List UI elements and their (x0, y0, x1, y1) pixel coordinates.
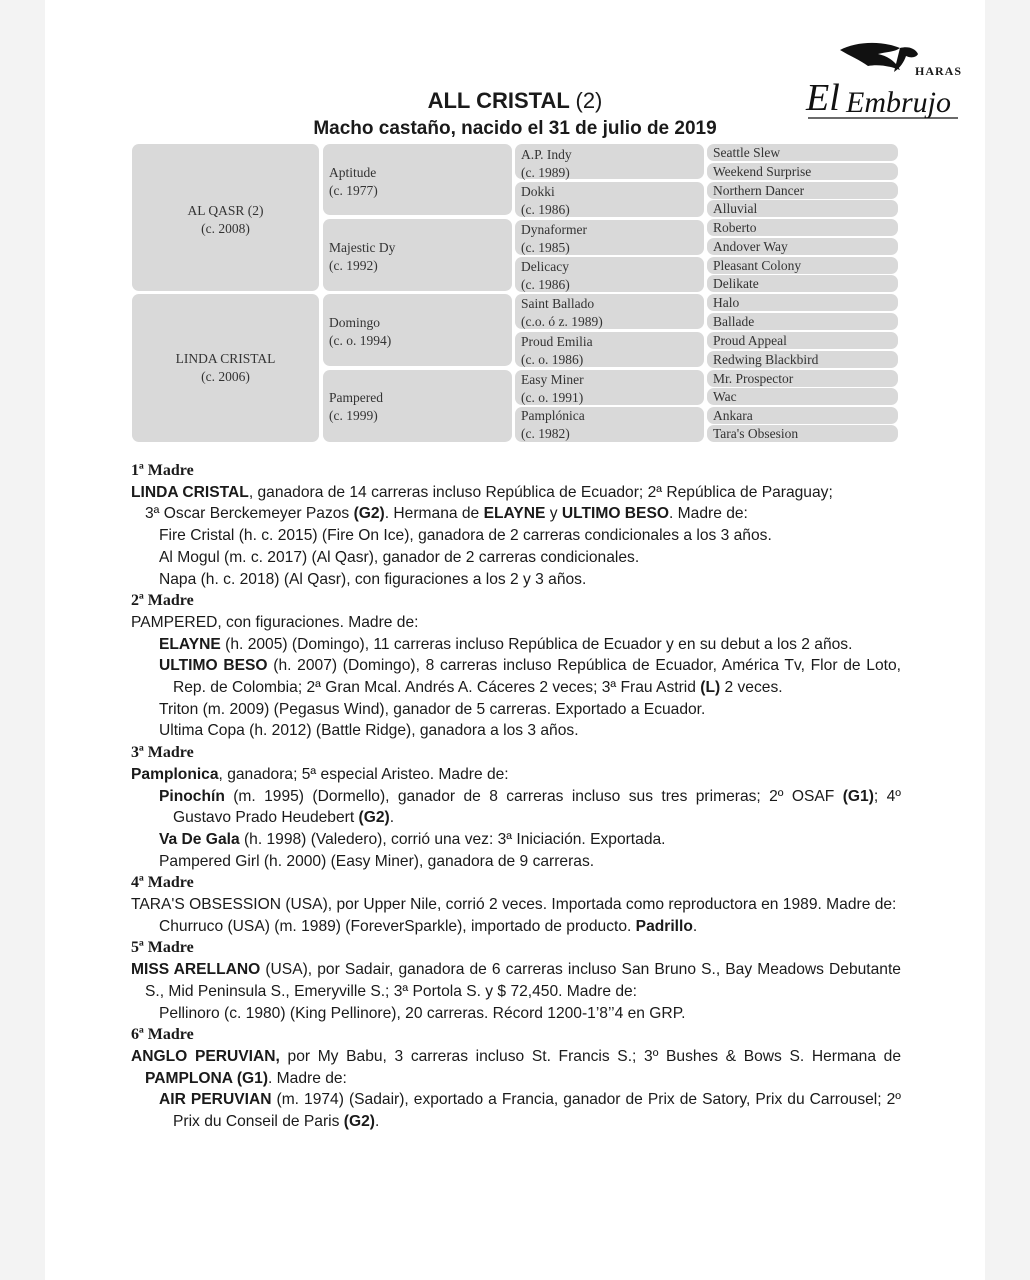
horse-subtitle: Macho castaño, nacido el 31 de julio de 2019 (313, 118, 717, 139)
pedigree-gen3-1: A.P. Indy (c. 1989) (515, 144, 704, 179)
pedigree-gen3-5: Saint Ballado (c.o. ó z. 1989) (515, 294, 704, 329)
second-dam-intro: PAMPERED, con figuraciones. Madre de: (131, 613, 419, 631)
heading-third-dam: 3ª Madre (131, 744, 194, 762)
pedigree-gen4-10: Ballade (707, 313, 898, 330)
svg-text:Embrujo: Embrujo (846, 86, 951, 119)
pedigree-gen2-3: Domingo (c. o. 1994) (323, 294, 512, 366)
logo-haras-label: HARAS (915, 64, 963, 78)
first-dam-offspring-1: Fire Cristal (h. c. 2015) (Fire On Ice), ganadora de 2 carreras condicionales a los 3 años. (159, 527, 772, 545)
third-dam-offspring-3: Pampered Girl (h. 2000) (Easy Miner), ganadora de 9 carreras. (159, 852, 595, 870)
dam-lineage-text (131, 460, 901, 1133)
pedigree-gen2-4: Pampered (c. 1999) (323, 370, 512, 442)
second-dam-offspring-1: ELAYNE (h. 2005) (Domingo), 11 carreras incluso República de Ecuador y en su debut a los 2 años. (159, 635, 853, 653)
first-dam-paragraph-cont: 3ª Oscar Berckemeyer Pazos (G2). Hermana de ELAYNE y ULTIMO BESO. Madre de: (145, 505, 748, 523)
pedigree-gen4-5: Roberto (707, 219, 898, 236)
pedigree-gen3-8: Pamplónica (c. 1982) (515, 407, 704, 442)
horse-title (0, 88, 1030, 114)
pedigree-gen4-14: Wac (707, 388, 898, 405)
horse-name: ALL CRISTAL (427, 88, 570, 113)
pedigree-gen4-9: Halo (707, 294, 898, 311)
pedigree-gen4-2: Weekend Surprise (707, 163, 898, 180)
horse-generation: (2) (575, 88, 603, 113)
pedigree-gen4-6: Andover Way (707, 238, 898, 255)
pedigree-gen3-3: Dynaformer (c. 1985) (515, 220, 704, 255)
pedigree-gen4-11: Proud Appeal (707, 332, 898, 349)
pedigree-gen3-4: Delicacy (c. 1986) (515, 257, 704, 292)
second-dam-offspring-4: Ultima Copa (h. 2012) (Battle Ridge), ganadora a los 3 años. (159, 722, 579, 740)
second-dam-offspring-3: Triton (m. 2009) (Pegasus Wind), ganador de 5 carreras. Exportado a Ecuador. (159, 700, 706, 718)
pedigree-gen4-15: Ankara (707, 407, 898, 424)
sixth-dam-offspring-1: AIR PERUVIAN (m. 1974) (Sadair), exportado a Francia, ganador de Prix de Satory, Prix du Carrousel; 2º Prix du Conseil de Paris (G2). (159, 1091, 901, 1131)
fourth-dam-intro: TARA'S OBSESSION (USA), por Upper Nile, corrió 2 veces. Importada como reproductora en 1989. Madre de: (131, 896, 897, 914)
pedigree-gen4-4: Alluvial (707, 200, 898, 217)
pedigree-gen4-13: Mr. Prospector (707, 370, 898, 387)
third-dam-offspring-1: Pinochín (m. 1995) (Dormello), ganador de 8 carreras incluso sus tres primeras; 2º OSAF (G1); 4º Gustavo Prado Heudebert (G2). (159, 787, 901, 827)
pedigree-gen2-2: Majestic Dy (c. 1992) (323, 219, 512, 291)
pedigree-gen4-7: Pleasant Colony (707, 257, 898, 274)
pedigree-gen3-6: Proud Emilia (c. o. 1986) (515, 332, 704, 367)
pedigree-table (132, 144, 900, 442)
pedigree-gen4-12: Redwing Blackbird (707, 351, 898, 368)
heading-fifth-dam: 5ª Madre (131, 939, 194, 957)
heading-sixth-dam: 6ª Madre (131, 1026, 194, 1044)
heading-first-dam: 1ª Madre (131, 462, 194, 479)
pedigree-gen2-1: Aptitude (c. 1977) (323, 144, 512, 215)
third-dam-intro: Pamplonica, ganadora; 5ª especial Aristeo. Madre de: (131, 765, 509, 783)
third-dam-offspring-2: Va De Gala (h. 1998) (Valedero), corrió una vez: 3ª Iniciación. Exportada. (159, 830, 666, 848)
first-dam-offspring-3: Napa (h. c. 2018) (Al Qasr), con figuraciones a los 2 y 3 años. (159, 570, 587, 588)
pedigree-dam: LINDA CRISTAL (c. 2006) (132, 294, 319, 442)
svg-text:El: El (806, 77, 840, 119)
pedigree-sire: AL QASR (2) (c. 2008) (132, 144, 319, 291)
first-dam-paragraph: LINDA CRISTAL, ganadora de 14 carreras incluso República de Ecuador; 2ª República de Paraguay; (131, 483, 833, 501)
fourth-dam-offspring-1: Churruco (USA) (m. 1989) (ForeverSparkle), importado de producto. Padrillo. (159, 917, 698, 935)
pedigree-gen3-2: Dokki (c. 1986) (515, 182, 704, 217)
pedigree-gen4-3: Northern Dancer (707, 182, 898, 199)
pedigree-gen4-8: Delikate (707, 275, 898, 292)
heading-second-dam: 2ª Madre (131, 592, 194, 610)
second-dam-offspring-2: ULTIMO BESO (h. 2007) (Domingo), 8 carreras incluso República de Ecuador, América Tv, Flor de Loto, Rep. de Colombia; 2ª Gran Mcal. Andrés A. Cáceres 2 veces; 3ª Frau Astrid (L) 2 veces. (159, 657, 901, 697)
pedigree-gen4-16: Tara's Obsesion (707, 425, 898, 442)
sixth-dam-intro: ANGLO PERUVIAN, por My Babu, 3 carreras incluso St. Francis S.; 3º Bushes & Bows S. Hermana de PAMPLONA (G1). Madre de: (131, 1047, 901, 1087)
heading-fourth-dam: 4ª Madre (131, 874, 194, 892)
pedigree-gen3-7: Easy Miner (c. o. 1991) (515, 370, 704, 405)
first-dam-offspring-2: Al Mogul (m. c. 2017) (Al Qasr), ganador de 2 carreras condicionales. (159, 548, 640, 566)
fifth-dam-offspring-1: Pellinoro (c. 1980) (King Pellinore), 20 carreras. Récord 1200-1’8’’4 en GRP. (159, 1004, 686, 1022)
pedigree-gen4-1: Seattle Slew (707, 144, 898, 161)
fifth-dam-intro: MISS ARELLANO (USA), por Sadair, ganadora de 6 carreras incluso San Bruno S., Bay Meadows Debutante S., Mid Peninsula S., Emeryville S.; 3ª Portola S. y $ 72,450. Madre de: (131, 961, 901, 1000)
